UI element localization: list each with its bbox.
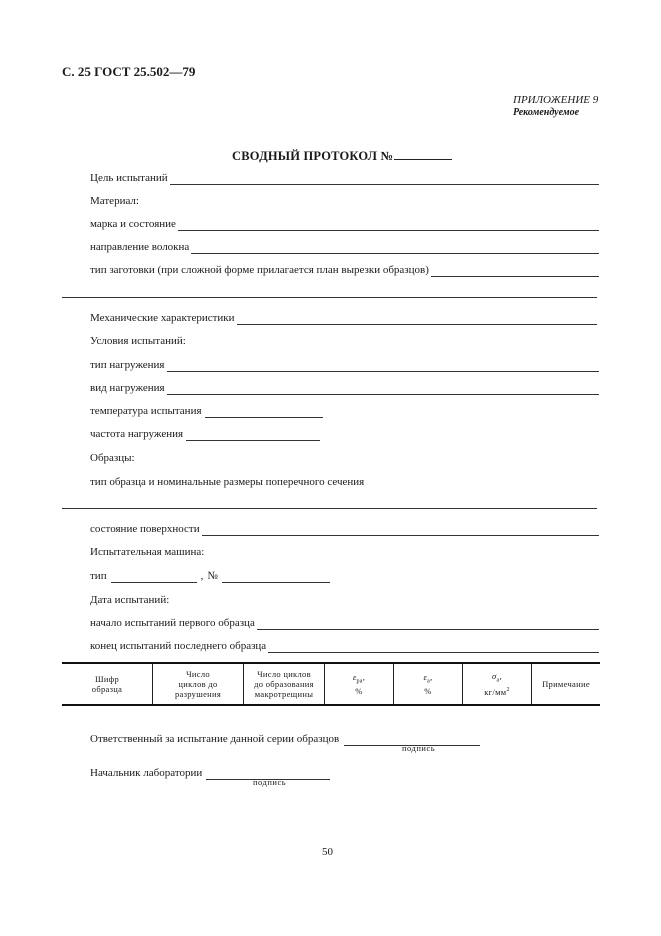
start-label: начало испытаний первого образца bbox=[90, 617, 255, 629]
temperature-label: температура испытания bbox=[90, 405, 202, 417]
head-label: Начальник лаборатории bbox=[90, 767, 203, 779]
col-plastic-strain: $\varepsilon_{pa}$, % bbox=[325, 663, 394, 705]
load-type-field[interactable] bbox=[167, 360, 600, 372]
surface-row bbox=[90, 522, 599, 536]
protocol-title-text: СВОДНЫЙ ПРОТОКОЛ № bbox=[232, 149, 394, 163]
conditions-row bbox=[90, 334, 186, 348]
load-kind-label: вид нагружения bbox=[90, 382, 165, 394]
fiber-label: направление волокна bbox=[90, 241, 190, 253]
table-header-row bbox=[62, 663, 600, 705]
specimen-type-line[interactable] bbox=[62, 508, 597, 509]
purpose-label: Цель испытаний bbox=[90, 172, 168, 184]
test-date-row bbox=[90, 593, 169, 607]
mechanical-row bbox=[90, 311, 597, 325]
blank-type-label: тип заготовки (при сложной форме прилагается план вырезки образцов) bbox=[90, 264, 429, 276]
end-label: конец испытаний последнего образца bbox=[90, 640, 267, 652]
specimens-row bbox=[90, 451, 135, 465]
col-stress-amplitude: $\sigma_a$, $кг/мм^2$ bbox=[463, 663, 532, 705]
load-type-label: тип нагружения bbox=[90, 359, 165, 371]
machine-label: Испытательная машина: bbox=[90, 546, 205, 558]
specimen-type-label: тип образца и номинальные размеры поперечного сечения bbox=[90, 476, 365, 488]
fiber-row bbox=[90, 240, 599, 254]
blank-type-field[interactable] bbox=[431, 265, 599, 277]
col-strain-amplitude: $\varepsilon_a$, % bbox=[394, 663, 463, 705]
mechanical-label: Механические характеристики bbox=[90, 312, 235, 324]
test-date-label: Дата испытаний: bbox=[90, 594, 170, 606]
machine-separator: , bbox=[200, 570, 204, 582]
temperature-field[interactable] bbox=[205, 406, 323, 418]
start-row bbox=[90, 616, 599, 630]
responsible-label: Ответственный за испытание данной серии образцов bbox=[90, 733, 340, 745]
col-cycles-to-crack: Число циклов до образования макротрещины bbox=[244, 663, 325, 705]
temperature-row bbox=[90, 404, 323, 418]
start-field[interactable] bbox=[257, 618, 599, 630]
purpose-row bbox=[90, 171, 599, 185]
machine-type-field[interactable] bbox=[111, 571, 197, 583]
frequency-row bbox=[90, 427, 320, 441]
material-row bbox=[90, 194, 139, 208]
machine-row bbox=[90, 545, 204, 559]
recommended-label: Рекомендуемое bbox=[513, 107, 580, 118]
machine-number-field[interactable] bbox=[222, 571, 330, 583]
protocol-title bbox=[232, 148, 452, 164]
surface-label: состояние поверхности bbox=[90, 523, 200, 535]
load-kind-row bbox=[90, 381, 599, 395]
grade-label: марка и состояние bbox=[90, 218, 176, 230]
blank-type-continuation-line[interactable] bbox=[62, 297, 597, 298]
col-specimen-code: Шифр образца bbox=[62, 663, 153, 705]
surface-field[interactable] bbox=[202, 524, 599, 536]
purpose-field[interactable] bbox=[170, 173, 599, 185]
fiber-field[interactable] bbox=[191, 242, 599, 254]
document-header: С. 25 ГОСТ 25.502—79 bbox=[62, 64, 196, 79]
frequency-field[interactable] bbox=[186, 429, 320, 441]
responsible-signature-caption: подпись bbox=[402, 743, 436, 753]
frequency-label: частота нагружения bbox=[90, 428, 184, 440]
load-kind-field[interactable] bbox=[167, 383, 599, 395]
head-row bbox=[90, 766, 330, 780]
grade-row bbox=[90, 217, 599, 231]
machine-type-row bbox=[90, 569, 330, 583]
specimens-label: Образцы: bbox=[90, 452, 135, 464]
col-cycles-to-failure: Число циклов до разрушения bbox=[153, 663, 244, 705]
appendix-label: ПРИЛОЖЕНИЕ 9 bbox=[513, 94, 599, 106]
mechanical-field[interactable] bbox=[237, 313, 597, 325]
conditions-label: Условия испытаний: bbox=[90, 335, 186, 347]
grade-field[interactable] bbox=[178, 219, 599, 231]
machine-type-label: тип bbox=[90, 570, 107, 582]
blank-type-row bbox=[90, 263, 599, 277]
load-type-row bbox=[90, 358, 599, 372]
machine-number-label: № bbox=[207, 570, 218, 582]
col-note: Примечание bbox=[532, 663, 601, 705]
specimen-type-row bbox=[90, 475, 364, 489]
protocol-number-blank[interactable] bbox=[394, 148, 452, 160]
end-row bbox=[90, 639, 599, 653]
end-field[interactable] bbox=[268, 641, 599, 653]
material-label: Материал: bbox=[90, 195, 139, 207]
head-signature-caption: подпись bbox=[253, 777, 287, 787]
page-number: 50 bbox=[322, 846, 333, 858]
results-table bbox=[62, 662, 600, 706]
